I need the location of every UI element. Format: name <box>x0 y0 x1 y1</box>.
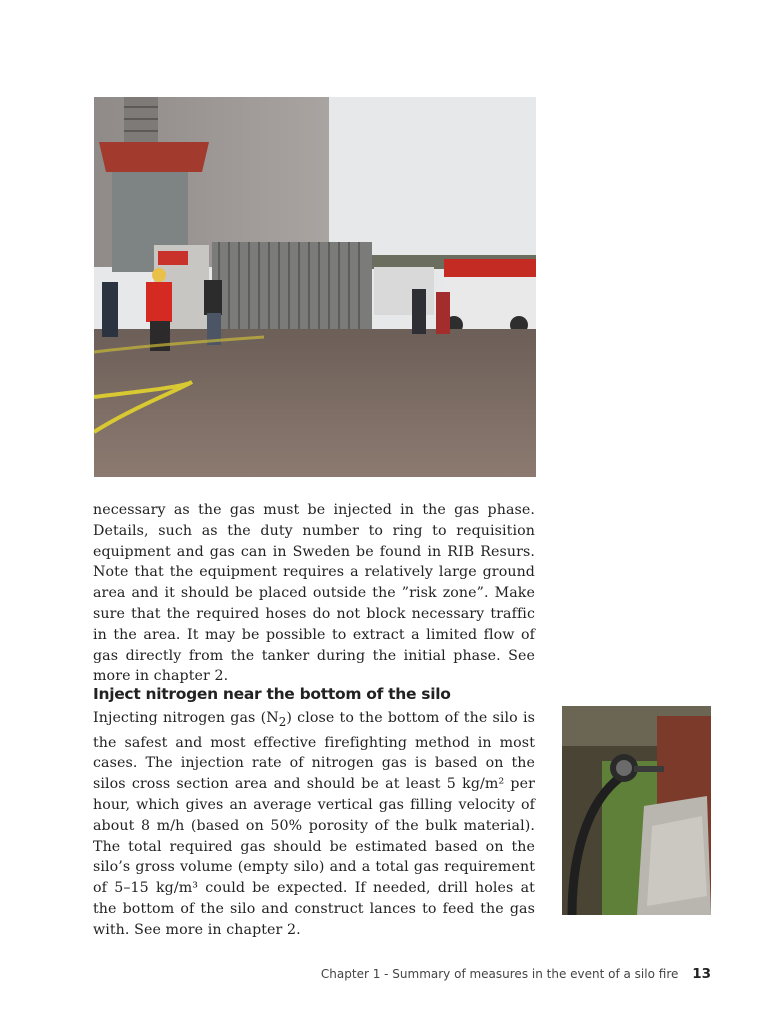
nitrogen-lance-photo <box>562 706 711 915</box>
section-heading: Inject nitrogen near the bottom of the silo <box>93 685 451 703</box>
paragraph-intro: Injecting nitrogen gas (N <box>93 710 279 726</box>
page-number: 13 <box>692 966 711 982</box>
paragraph-nitrogen-injection <box>93 708 535 941</box>
paragraph-rest: ) close to the bottom of the silo is the safest and most effective firefighting method in most cases. The injection rate of nitrogen gas is based on the silos cross section area and should be at least 5 kg/m² per hour, which gives an average vertical gas filling velocity of about 8 m/h (based on 50% porosity of the bulk material). The total required gas should be estimated based on the silo’s gross volume (empty silo) and a total gas requirement of 5–15 kg/m³ could be expected. If needed, drill holes at the bottom of the silo and construct lances to feed the gas with. See more in chapter 2. <box>93 710 535 938</box>
footer-chapter-title: Chapter 1 - Summary of measures in the event of a silo fire <box>320 967 679 981</box>
page-footer <box>321 966 711 982</box>
paragraph-gas-equipment: necessary as the gas must be injected in the gas phase. Details, such as the duty number to ring to requisition equipment and gas can in Sweden be found in RIB Resurs. Note that the equipment requires a relatively large ground area and it should be placed outside the ”risk zone”. Make sure that the required hoses do not block necessary traffic in the area. It may be possible to extract a limited flow of gas directly from the tanker during the initial phase. See more in chapter 2. <box>93 502 535 685</box>
subscript-2: 2 <box>278 714 287 729</box>
silo-site-photo <box>94 97 536 477</box>
